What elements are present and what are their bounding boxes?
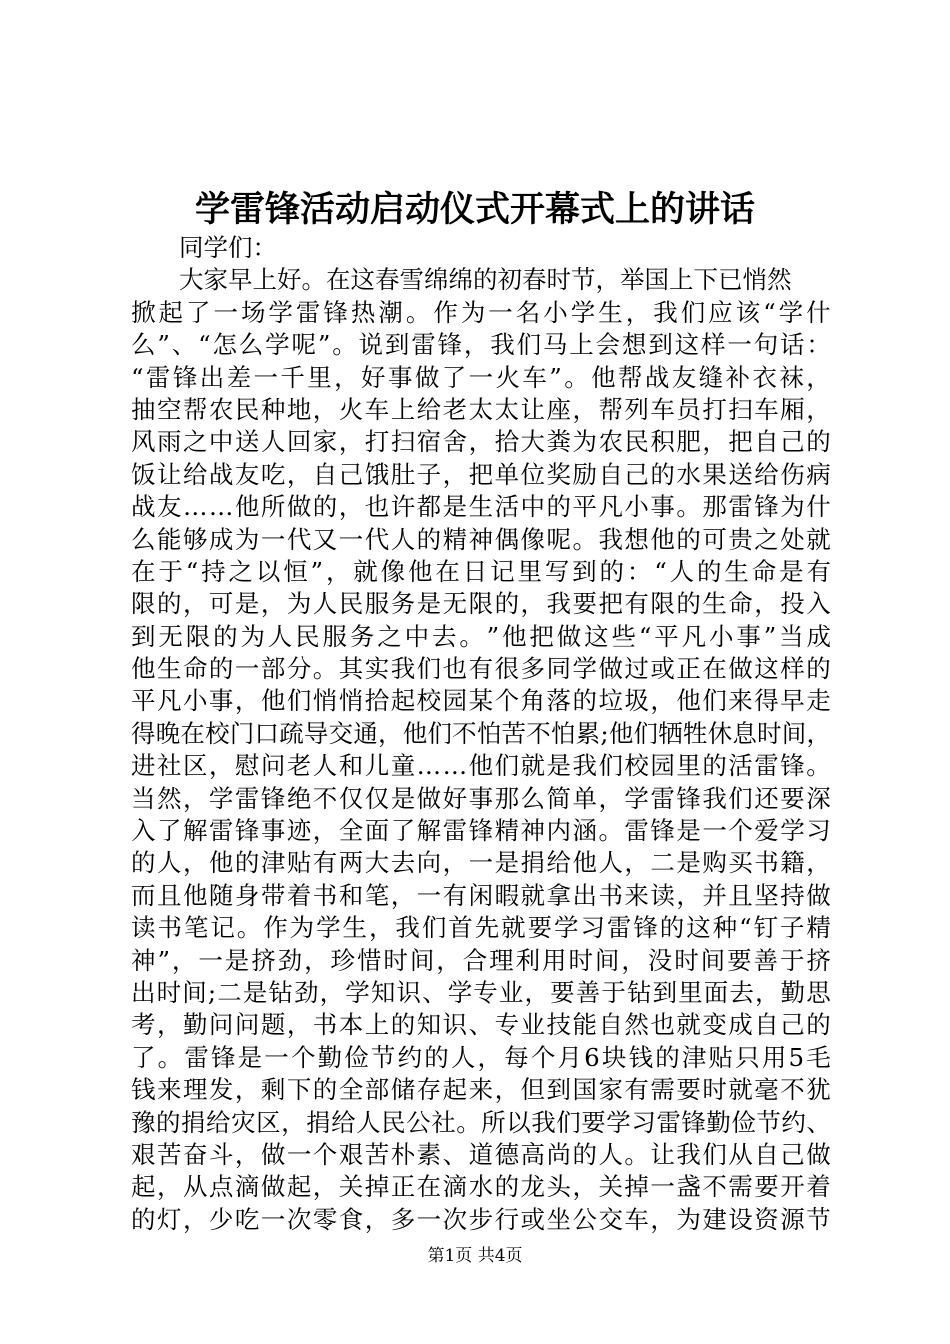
paragraph-line: 风 雨 之 中 送 人 回 家 ， 打 扫 宿 舍 ， 拾 大 粪 为 农 民 积 肥 ， 把 自 己 的 <box>131 427 831 457</box>
page-footer: 第1页 共4页 <box>427 1246 523 1266</box>
paragraph-line: 考 ， 勤 问 问 题 ， 书 本 上 的 知 识 、 专 业 技 能 自 然 也 就 变 成 自 己 的 <box>131 1010 831 1040</box>
paragraph-line: 神 ” ， 一 是 挤 劲 ， 珍 惜 时 间 ， 合 理 利 用 时 间 ， 没 时 间 要 善 于 挤 <box>131 945 831 975</box>
paragraph-line: 读 书 笔 记 。 作 为 学 生 ， 我 们 首 先 就 要 学 习 雷 锋 的 这 种 “ 钉 子 精 <box>131 913 831 943</box>
paragraph-line: 的 人 ， 他 的 津 贴 有 两 大 去 向 ， 一 是 捐 给 他 人 ， 二 是 购 买 书 籍 ， <box>131 848 831 878</box>
paragraph-line: 大家早上好。在这春雪绵绵的初春时节，举国上下已悄然 <box>179 265 792 295</box>
paragraph-line: 他 生 命 的 一 部 分 。 其 实 我 们 也 有 很 多 同 学 做 过 或 正 在 做 这 样 的 <box>131 654 831 684</box>
paragraph-line: 豫 的 捐 给 灾 区 ， 捐 给 人 民 公 社 。 所 以 我 们 要 学 习 雷 锋 勤 俭 节 约 、 <box>131 1107 831 1137</box>
paragraph-line: 出 时 间 ; 二 是 钻 劲 ， 学 知 识 、 学 专 业 ， 要 善 于 钻 到 里 面 去 ， 勤 思 <box>131 977 831 1007</box>
paragraph-line: 么 ” 、 “ 怎 么 学 呢 ” 。 说 到 雷 锋 ， 我 们 马 上 会 想 到 这 样 一 句 话 ： <box>131 330 831 360</box>
paragraph-line: 进 社 区 ， 慰 问 老 人 和 儿 童 … … 他 们 就 是 我 们 校 园 里 的 活 雷 锋 。 <box>131 751 831 781</box>
greeting-line: 同学们： <box>179 233 277 262</box>
speech-body <box>131 232 831 1236</box>
paragraph-line: 在 于 “ 持 之 以 恒 ” ， 就 像 他 在 日 记 里 写 到 的 ： “ 人 的 生 命 是 有 <box>131 556 831 586</box>
paragraph-line: 掀 起 了 一 场 学 雷 锋 热 潮 。 作 为 一 名 小 学 生 ， 我 们 应 该 “ 学 什 <box>131 297 831 327</box>
paragraph-line: 到 无 限 的 为 人 民 服 务 之 中 去 。 ” 他 把 做 这 些 “ 平 凡 小 事 ” 当 成 <box>131 621 831 651</box>
paragraph-line: 得 晚 在 校 门 口 疏 导 交 通 ， 他 们 不 怕 苦 不 怕 累 ; 他 们 牺 牲 休 息 时 间 ， <box>131 718 831 748</box>
document-title: 学雷锋活动启动仪式开幕式上的讲话 <box>194 189 755 230</box>
speech-paragraph <box>131 264 831 1236</box>
paragraph-line: 而 且 他 随 身 带 着 书 和 笔 ， 一 有 闲 暇 就 拿 出 书 来 读 ， 并 且 坚 持 做 <box>131 880 831 910</box>
paragraph-line: 平 凡 小 事 ， 他 们 悄 悄 拾 起 校 园 某 个 角 落 的 垃 圾 ， 他 们 来 得 早 走 <box>131 686 831 716</box>
paragraph-line: 抽 空 帮 农 民 种 地 ， 火 车 上 给 老 太 太 让 座 ， 帮 列 车 员 打 扫 车 厢 ， <box>131 394 831 424</box>
paragraph-line: 了 。 雷 锋 是 一 个 勤 俭 节 约 的 人 ， 每 个 月 6 块 钱 的 津 贴 只 用 5 毛 <box>131 1042 831 1072</box>
paragraph-line: 饭 让 给 战 友 吃 ， 自 己 饿 肚 子 ， 把 单 位 奖 励 自 己 的 水 果 送 给 伤 病 <box>131 459 831 489</box>
paragraph-line: 艰 苦 奋 斗 ， 做 一 个 艰 苦 朴 素 、 道 德 高 尚 的 人 。 让 我 们 从 自 己 做 <box>131 1139 831 1169</box>
paragraph-line: 入 了 解 雷 锋 事 迹 ， 全 面 了 解 雷 锋 精 神 内 涵 。 雷 锋 是 一 个 爱 学 习 <box>131 816 831 846</box>
paragraph-line: 钱 来 理 发 ， 剩 下 的 全 部 储 存 起 来 ， 但 到 国 家 有 需 要 时 就 毫 不 犹 <box>131 1075 831 1105</box>
paragraph-line: “ 雷 锋 出 差 一 千 里 ， 好 事 做 了 一 火 车 ” 。 他 帮 战 友 缝 补 衣 袜 ， <box>131 362 831 392</box>
paragraph-line: 战 友 … … 他 所 做 的 ， 也 许 都 是 生 活 中 的 平 凡 小 事 。 那 雷 锋 为 什 <box>131 492 831 522</box>
paragraph-line: 么 能 够 成 为 一 代 又 一 代 人 的 精 神 偶 像 呢 。 我 想 他 的 可 贵 之 处 就 <box>131 524 831 554</box>
paragraph-line: 限 的 ， 可 是 ， 为 人 民 服 务 是 无 限 的 ， 我 要 把 有 限 的 生 命 ， 投 入 <box>131 589 831 619</box>
paragraph-line: 起 ， 从 点 滴 做 起 ， 关 掉 正 在 滴 水 的 龙 头 ， 关 掉 一 盏 不 需 要 开 着 <box>131 1172 831 1202</box>
paragraph-line: 的 灯 ， 少 吃 一 次 零 食 ， 多 一 次 步 行 或 坐 公 交 车 ， 为 建 设 资 源 节 <box>131 1204 831 1234</box>
paragraph-line: 当 然 ， 学 雷 锋 绝 不 仅 仅 是 做 好 事 那 么 简 单 ， 学 雷 锋 我 们 还 要 深 <box>131 783 831 813</box>
